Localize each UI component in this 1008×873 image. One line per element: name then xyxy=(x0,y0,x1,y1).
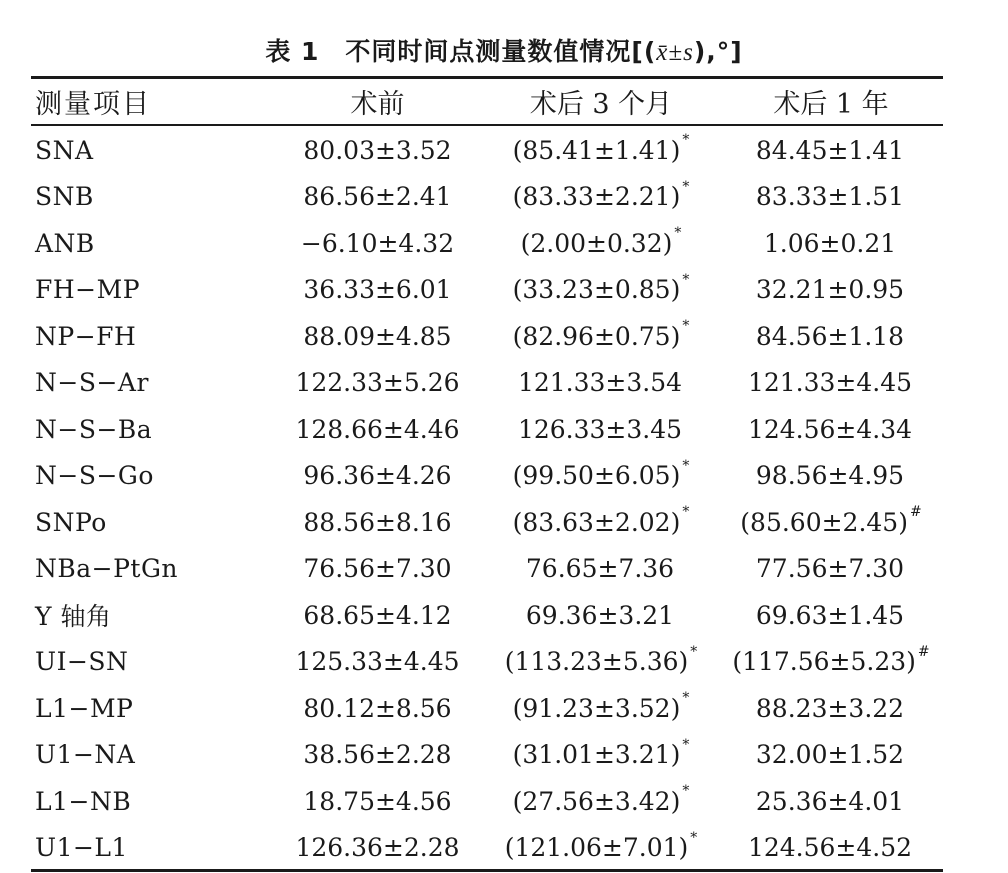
cell-3-months: (83.33±2.21) * xyxy=(512,178,690,212)
significance-mark: * xyxy=(682,504,690,521)
table-row xyxy=(31,174,943,221)
cell-1-year: (85.60±2.45) # xyxy=(740,504,922,537)
cell-3-months: 126.33±3.45 xyxy=(517,414,683,444)
table-row xyxy=(31,313,943,360)
cell-preop: 38.56±2.28 xyxy=(303,740,452,770)
significance-mark: * xyxy=(682,783,690,800)
significance-mark: * xyxy=(682,318,690,335)
table-row xyxy=(31,685,943,732)
cell-item: SNA xyxy=(35,135,94,165)
significance-mark: # xyxy=(909,504,922,521)
cell-3-months: (31.01±3.21) * xyxy=(512,736,690,770)
cell-preop: 88.09±4.85 xyxy=(303,321,452,351)
table-row xyxy=(31,220,943,267)
cell-preop: 96.36±4.26 xyxy=(303,461,452,491)
significance-mark: * xyxy=(682,132,690,149)
table-row xyxy=(31,546,943,593)
table-row xyxy=(31,127,943,174)
cell-preop: 76.56±7.30 xyxy=(303,554,452,584)
cell-3-months: (82.96±0.75) * xyxy=(512,318,690,351)
significance-mark: * xyxy=(682,178,690,195)
cell-item: NP−FH xyxy=(35,321,137,351)
cell-1-year: 124.56±4.52 xyxy=(747,833,913,863)
header-1-year: 术后 1 年 xyxy=(773,88,889,120)
significance-mark: * xyxy=(674,225,682,242)
significance-mark: * xyxy=(682,271,690,288)
cell-item: N−S−Ar xyxy=(35,368,149,398)
cell-item: SNB xyxy=(35,182,94,212)
cell-1-year: 32.21±0.95 xyxy=(755,275,905,305)
cell-item: L1−NB xyxy=(35,786,132,816)
cell-preop: 126.36±2.28 xyxy=(295,833,460,863)
table-row xyxy=(31,778,943,825)
cell-preop: 80.03±3.52 xyxy=(303,135,452,165)
cell-preop: 36.33±6.01 xyxy=(303,275,452,305)
cell-1-year: 32.00±1.52 xyxy=(755,740,905,770)
significance-mark: * xyxy=(682,690,690,707)
cell-1-year: 1.06±0.21 xyxy=(763,228,897,258)
header-preop: 术前 xyxy=(350,88,405,120)
cell-item: U1−L1 xyxy=(35,833,128,863)
caption-prefix: 表 1 不同时间点测量数值情况[( xyxy=(265,37,657,66)
significance-mark: * xyxy=(682,736,690,753)
cell-item: Y 轴角 xyxy=(35,602,112,632)
cell-1-year: 77.56±7.30 xyxy=(755,554,905,584)
cell-3-months: (85.41±1.41) * xyxy=(512,132,690,165)
table-row xyxy=(31,406,943,453)
significance-mark: * xyxy=(690,643,698,660)
significance-mark: # xyxy=(917,643,930,660)
table-header-rule xyxy=(31,124,943,126)
caption-suffix: ),°] xyxy=(693,37,743,66)
table-row xyxy=(31,499,943,546)
cell-1-year: 121.33±4.45 xyxy=(747,368,913,398)
cell-preop: 128.66±4.46 xyxy=(295,414,460,444)
cell-preop: 125.33±4.45 xyxy=(295,647,460,677)
cell-item: UI−SN xyxy=(35,647,129,677)
cell-3-months: 121.33±3.54 xyxy=(517,368,683,398)
cell-3-months: (83.63±2.02) * xyxy=(512,504,690,537)
cell-item: U1−NA xyxy=(35,740,136,770)
cell-1-year: 69.63±1.45 xyxy=(755,600,905,630)
cell-1-year: 25.36±4.01 xyxy=(755,786,905,816)
significance-mark: * xyxy=(690,829,698,846)
table-row xyxy=(31,825,943,872)
table-row xyxy=(31,453,943,500)
cell-3-months: (121.06±7.01) * xyxy=(504,829,698,863)
significance-mark: * xyxy=(682,457,690,474)
cell-preop: −6.10±4.32 xyxy=(300,228,455,258)
cell-item: N−S−Ba xyxy=(35,414,153,444)
cell-1-year: (117.56±5.23) # xyxy=(732,643,930,677)
table-row xyxy=(31,639,943,686)
cell-preop: 122.33±5.26 xyxy=(295,368,460,398)
cell-3-months: (91.23±3.52) * xyxy=(512,690,690,723)
cell-3-months: (2.00±0.32) * xyxy=(520,225,682,258)
cell-preop: 68.65±4.12 xyxy=(303,600,452,630)
table-row xyxy=(31,360,943,407)
cell-item: NBa−PtGn xyxy=(35,554,179,584)
cell-1-year: 84.45±1.41 xyxy=(755,135,905,165)
caption-stat: x̄±s xyxy=(656,39,694,66)
table-row xyxy=(31,592,943,639)
cell-item: FH−MP xyxy=(35,275,141,305)
table-bottom-rule xyxy=(31,869,943,872)
cell-item: L1−MP xyxy=(35,693,134,723)
cell-item: ANB xyxy=(35,228,95,258)
table-caption xyxy=(0,34,1008,71)
header-3-months: 术后 3 个月 xyxy=(529,88,673,120)
cell-3-months: (99.50±6.05) * xyxy=(512,457,690,491)
cell-item: SNPo xyxy=(35,507,107,537)
cell-1-year: 84.56±1.18 xyxy=(755,321,905,351)
cell-item: N−S−Go xyxy=(35,461,154,491)
cell-preop: 18.75±4.56 xyxy=(303,786,452,816)
cell-preop: 88.56±8.16 xyxy=(303,507,452,537)
cell-1-year: 88.23±3.22 xyxy=(755,693,905,723)
cell-1-year: 98.56±4.95 xyxy=(755,461,905,491)
cell-1-year: 83.33±1.51 xyxy=(755,182,905,212)
cell-3-months: (113.23±5.36) * xyxy=(504,643,698,677)
table-header-row xyxy=(31,78,943,124)
cell-3-months: (33.23±0.85) * xyxy=(512,271,690,305)
cell-3-months: 76.65±7.36 xyxy=(525,554,675,584)
cell-1-year: 124.56±4.34 xyxy=(747,414,913,444)
table-row xyxy=(31,267,943,314)
cell-3-months: (27.56±3.42) * xyxy=(512,783,690,816)
header-item: 测量项目 xyxy=(35,88,151,120)
cell-3-months: 69.36±3.21 xyxy=(525,600,675,630)
table-row xyxy=(31,732,943,779)
cell-preop: 80.12±8.56 xyxy=(303,693,452,723)
cell-preop: 86.56±2.41 xyxy=(303,182,452,212)
